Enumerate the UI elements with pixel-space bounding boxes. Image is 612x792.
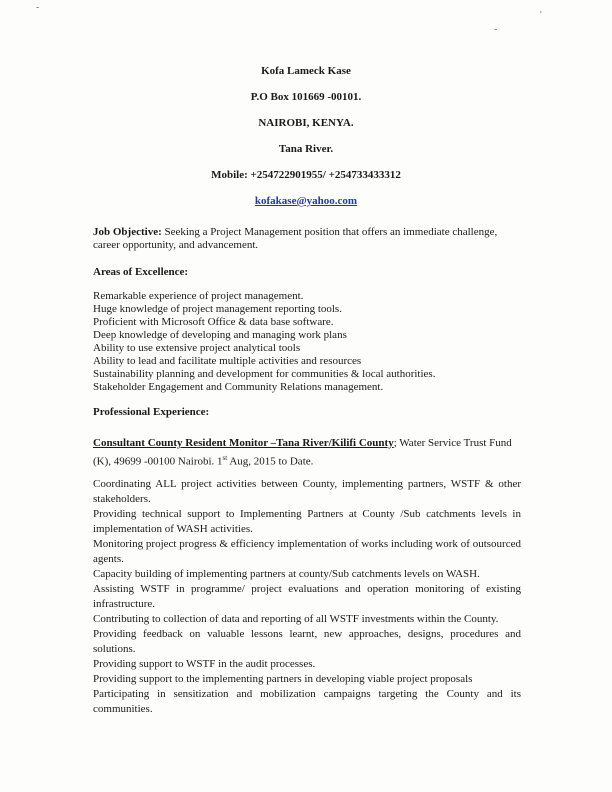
- scan-mark: -: [494, 24, 498, 35]
- role-title: Consultant County Resident Monitor –Tana River/Kilifi County: [93, 437, 394, 449]
- po-box: P.O Box 101669 -00101.: [250, 91, 362, 103]
- duty-item: Assisting WSTF in programme/ project evaluations and operation monitoring of existing infrastructure.: [93, 583, 521, 610]
- duty-item: Capacity building of implementing partners at county/Sub catchments levels on WASH.: [93, 568, 480, 580]
- role-entry: [93, 436, 521, 470]
- areas-of-excellence-list: [93, 290, 523, 394]
- city-country: NAIROBI, KENYA.: [258, 117, 354, 129]
- date-suffix: st: [222, 454, 228, 462]
- job-objective: [93, 226, 521, 252]
- role-dates: Aug, 2015 to Date.: [227, 455, 314, 468]
- list-item: Sustainability planning and development for communities & local authorities.: [93, 368, 436, 380]
- list-item: Stakeholder Engagement and Community Relations management.: [93, 381, 384, 393]
- duty-item: Contributing to collection of data and reporting of all WSTF investments within the County.: [93, 613, 499, 625]
- list-item: Ability to lead and facilitate multiple activities and resources: [93, 355, 362, 367]
- duty-item: Monitoring project progress & efficiency implementation of works including work of outsourced agents.: [93, 538, 521, 565]
- list-item: Proficient with Microsoft Office & data base software.: [93, 316, 334, 328]
- region: Tana River.: [278, 143, 334, 155]
- duty-item: Providing support to WSTF in the audit processes.: [93, 658, 316, 670]
- professional-experience-title: Professional Experience:: [93, 406, 210, 418]
- list-item: Deep knowledge of developing and managing work plans: [93, 329, 347, 341]
- contact-header: [0, 58, 612, 214]
- list-item: Remarkable experience of project management.: [93, 290, 304, 302]
- list-item: Huge knowledge of project management reporting tools.: [93, 303, 342, 315]
- duty-item: Coordinating ALL project activities between County, implementing partners, WSTF & other stakeholders.: [93, 478, 521, 505]
- list-item: Ability to use extensive project analytical tools: [93, 342, 301, 354]
- duty-item: Providing support to the implementing partners in developing viable project proposals: [93, 673, 473, 685]
- duties-list: [93, 477, 521, 717]
- applicant-name: Kofa Lameck Kase: [261, 65, 351, 77]
- role-organization: ; Water Service Trust Fund (K), 49699 -00100 Nairobi. 1: [93, 437, 512, 468]
- job-objective-text: Seeking a Project Management position that offers an immediate challenge, career opportunity, and advancement.: [93, 226, 498, 251]
- duty-item: Participating in sensitization and mobilization campaigns targeting the County and its communities.: [93, 688, 521, 715]
- job-objective-label: Job Objective:: [93, 226, 162, 238]
- mobile-numbers: Mobile: +254722901955/ +254733433312: [211, 169, 401, 181]
- areas-of-excellence-title: Areas of Excellence:: [93, 266, 189, 278]
- email-link[interactable]: kofakase@yahoo.com: [254, 195, 358, 207]
- scan-mark: ': [540, 10, 542, 21]
- duty-item: Providing technical support to Implementing Partners at County /Sub catchments levels in implementation of WASH activities.: [93, 508, 521, 535]
- duty-item: Providing feedback on valuable lessons learnt, new approaches, designs, procedures and solutions.: [93, 628, 521, 655]
- scan-mark: -: [36, 2, 40, 13]
